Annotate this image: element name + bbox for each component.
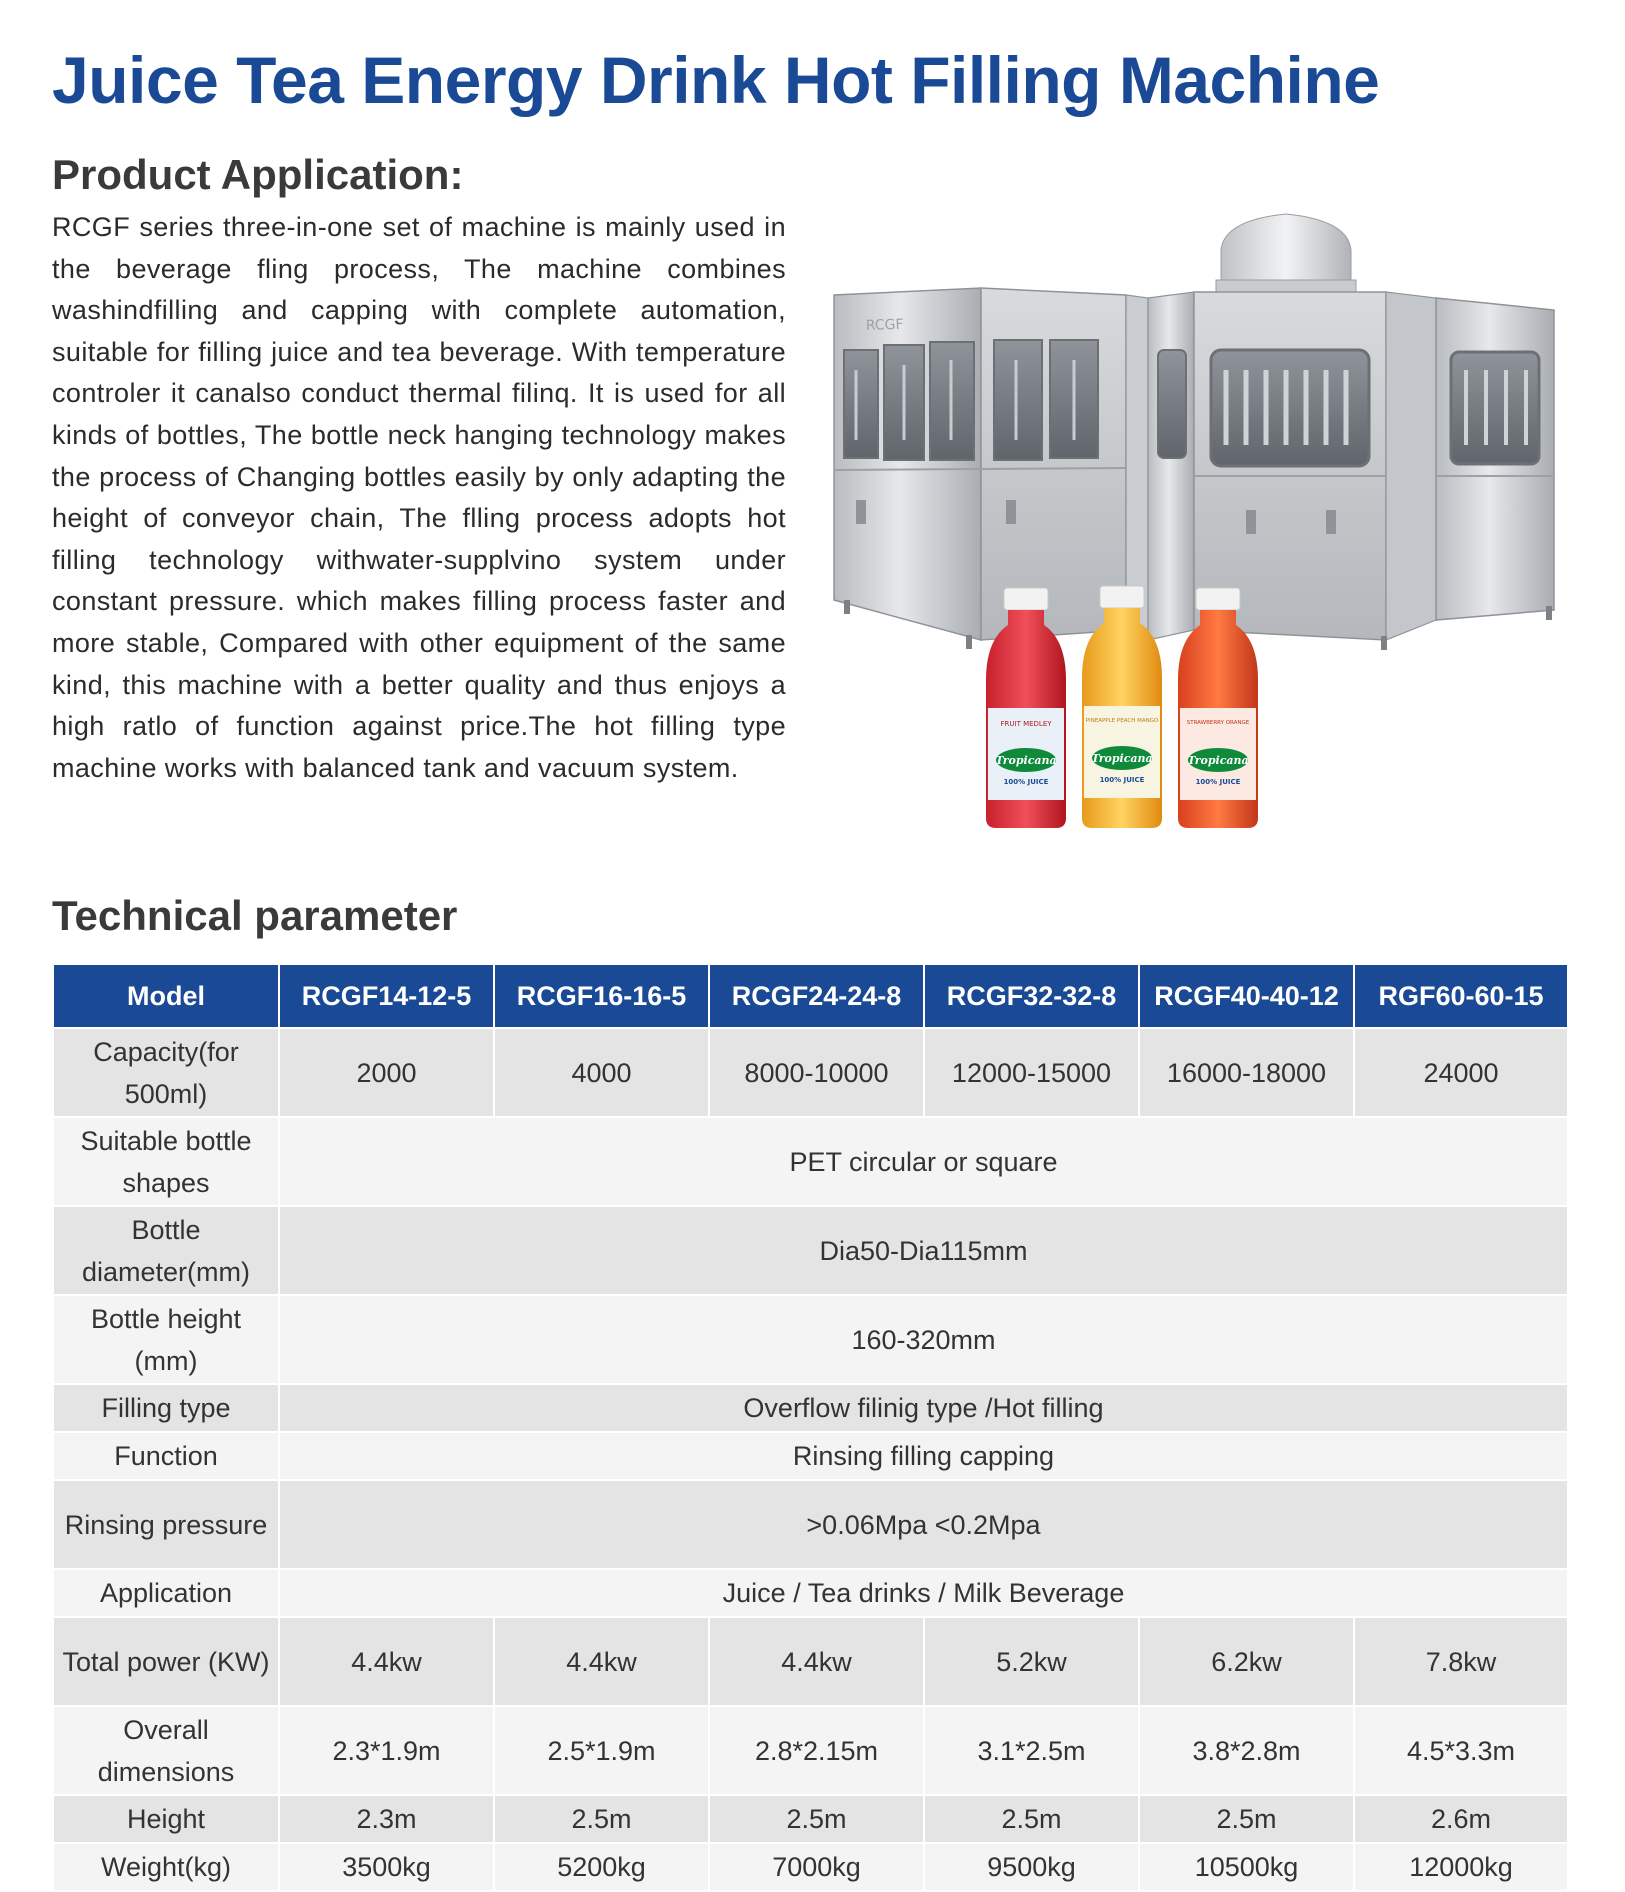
table-cell: 2.5m (1139, 1795, 1354, 1843)
table-row (53, 1432, 1568, 1480)
table-row (53, 1295, 1568, 1384)
table-row (53, 1028, 1568, 1117)
row-label: Weight(kg) (53, 1843, 279, 1891)
header-model-3: RCGF24-24-8 (709, 964, 924, 1028)
table-cell: >0.06Mpa <0.2Mpa (279, 1480, 1568, 1569)
row-label: Bottle diameter(mm) (53, 1206, 279, 1295)
application-description: RCGF series three-in-one set of machine is mainly used in the beverage fling process, The machine combines washindfilling and capping with complete automation, suitable for filling juice and tea beverage. With temperature controler it canalso conduct thermal filinq. It is used for all kinds of bottles, The bottle neck hanging technology makes the process of Changing bottles easily by only adapting the height of conveyor chain, The flling process adopts hot filling technology withwater-supplvino system under constant pressure. which makes filling process faster and more stable, Compared with other equipment of the same kind, this machine with a better quality and thus enjoys a high ratlo of function against price.The hot filling type machine works with balanced tank and vacuum system. (52, 212, 786, 783)
table-cell: 6.2kw (1139, 1617, 1354, 1706)
table-cell: 2000 (279, 1028, 494, 1117)
table-cell: 2.3*1.9m (279, 1706, 494, 1795)
table-cell: 12000kg (1354, 1843, 1568, 1891)
row-label: Function (53, 1432, 279, 1480)
svg-text:100% JUICE: 100% JUICE (1195, 778, 1241, 786)
row-label: Rinsing pressure (53, 1480, 279, 1569)
table-cell: 2.3m (279, 1795, 494, 1843)
table-row (53, 1843, 1568, 1891)
row-label: Filling type (53, 1384, 279, 1432)
table-cell: 2.5m (709, 1795, 924, 1843)
table-cell: 4.5*3.3m (1354, 1706, 1568, 1795)
svg-text:RCGF: RCGF (865, 316, 904, 334)
table-cell: 16000-18000 (1139, 1028, 1354, 1117)
table-cell: 2.8*2.15m (709, 1706, 924, 1795)
table-header-row (53, 964, 1568, 1028)
row-label: Capacity(for 500ml) (53, 1028, 279, 1117)
table-cell: 2.5m (924, 1795, 1139, 1843)
table-cell: Overflow filinig type /Hot filling (279, 1384, 1568, 1432)
machine-photo (826, 200, 1561, 840)
table-cell: 3500kg (279, 1843, 494, 1891)
svg-text:Tropicana: Tropicana (1187, 754, 1249, 767)
juice-bottles (986, 586, 1258, 828)
table-row (53, 1384, 1568, 1432)
svg-text:PINEAPPLE PEACH MANGO: PINEAPPLE PEACH MANGO (1085, 718, 1159, 724)
table-cell: 4.4kw (279, 1617, 494, 1706)
table-row (53, 1117, 1568, 1206)
table-row (53, 1206, 1568, 1295)
table-row (53, 1569, 1568, 1617)
table-cell: 5.2kw (924, 1617, 1139, 1706)
table-cell: 2.5m (494, 1795, 709, 1843)
application-heading: Product Application: (52, 151, 464, 198)
header-model: Model (53, 964, 279, 1028)
table-row (53, 1480, 1568, 1569)
table-cell: 9500kg (924, 1843, 1139, 1891)
table-cell: Juice / Tea drinks / Milk Beverage (279, 1569, 1568, 1617)
table-cell: 24000 (1354, 1028, 1568, 1117)
table-cell: 3.8*2.8m (1139, 1706, 1354, 1795)
table-cell: 4000 (494, 1028, 709, 1117)
table-cell: 2.5*1.9m (494, 1706, 709, 1795)
header-model-4: RCGF32-32-8 (924, 964, 1139, 1028)
table-cell: 160-320mm (279, 1295, 1568, 1384)
svg-text:Tropicana: Tropicana (995, 754, 1057, 767)
svg-text:FRUIT MEDLEY: FRUIT MEDLEY (1000, 720, 1052, 728)
table-cell: 7.8kw (1354, 1617, 1568, 1706)
technical-parameter-table (52, 963, 1569, 1892)
technical-heading: Technical parameter (52, 892, 458, 939)
row-label: Height (53, 1795, 279, 1843)
table-cell: 8000-10000 (709, 1028, 924, 1117)
table-cell: 2.6m (1354, 1795, 1568, 1843)
header-model-1: RCGF14-12-5 (279, 964, 494, 1028)
table-cell: 4.4kw (494, 1617, 709, 1706)
svg-text:100% JUICE: 100% JUICE (1003, 778, 1049, 786)
row-label: Total power (KW) (53, 1617, 279, 1706)
svg-text:100% JUICE: 100% JUICE (1099, 776, 1145, 784)
page-title: Juice Tea Energy Drink Hot Filling Machine (52, 43, 1380, 117)
row-label: Overall dimensions (53, 1706, 279, 1795)
table-cell: PET circular or square (279, 1117, 1568, 1206)
table-row (53, 1706, 1568, 1795)
svg-text:STRAWBERRY ORANGE: STRAWBERRY ORANGE (1186, 720, 1250, 726)
table-cell: Rinsing filling capping (279, 1432, 1568, 1480)
table-cell: 7000kg (709, 1843, 924, 1891)
row-label: Bottle height (mm) (53, 1295, 279, 1384)
table-cell: 10500kg (1139, 1843, 1354, 1891)
table-row (53, 1617, 1568, 1706)
row-label: Suitable bottle shapes (53, 1117, 279, 1206)
table-cell: 12000-15000 (924, 1028, 1139, 1117)
table-cell: Dia50-Dia115mm (279, 1206, 1568, 1295)
table-row (53, 1795, 1568, 1843)
header-model-5: RCGF40-40-12 (1139, 964, 1354, 1028)
table-cell: 5200kg (494, 1843, 709, 1891)
header-model-2: RCGF16-16-5 (494, 964, 709, 1028)
header-model-6: RGF60-60-15 (1354, 964, 1568, 1028)
svg-text:Tropicana: Tropicana (1091, 752, 1153, 765)
row-label: Application (53, 1569, 279, 1617)
table-cell: 4.4kw (709, 1617, 924, 1706)
table-cell: 3.1*2.5m (924, 1706, 1139, 1795)
